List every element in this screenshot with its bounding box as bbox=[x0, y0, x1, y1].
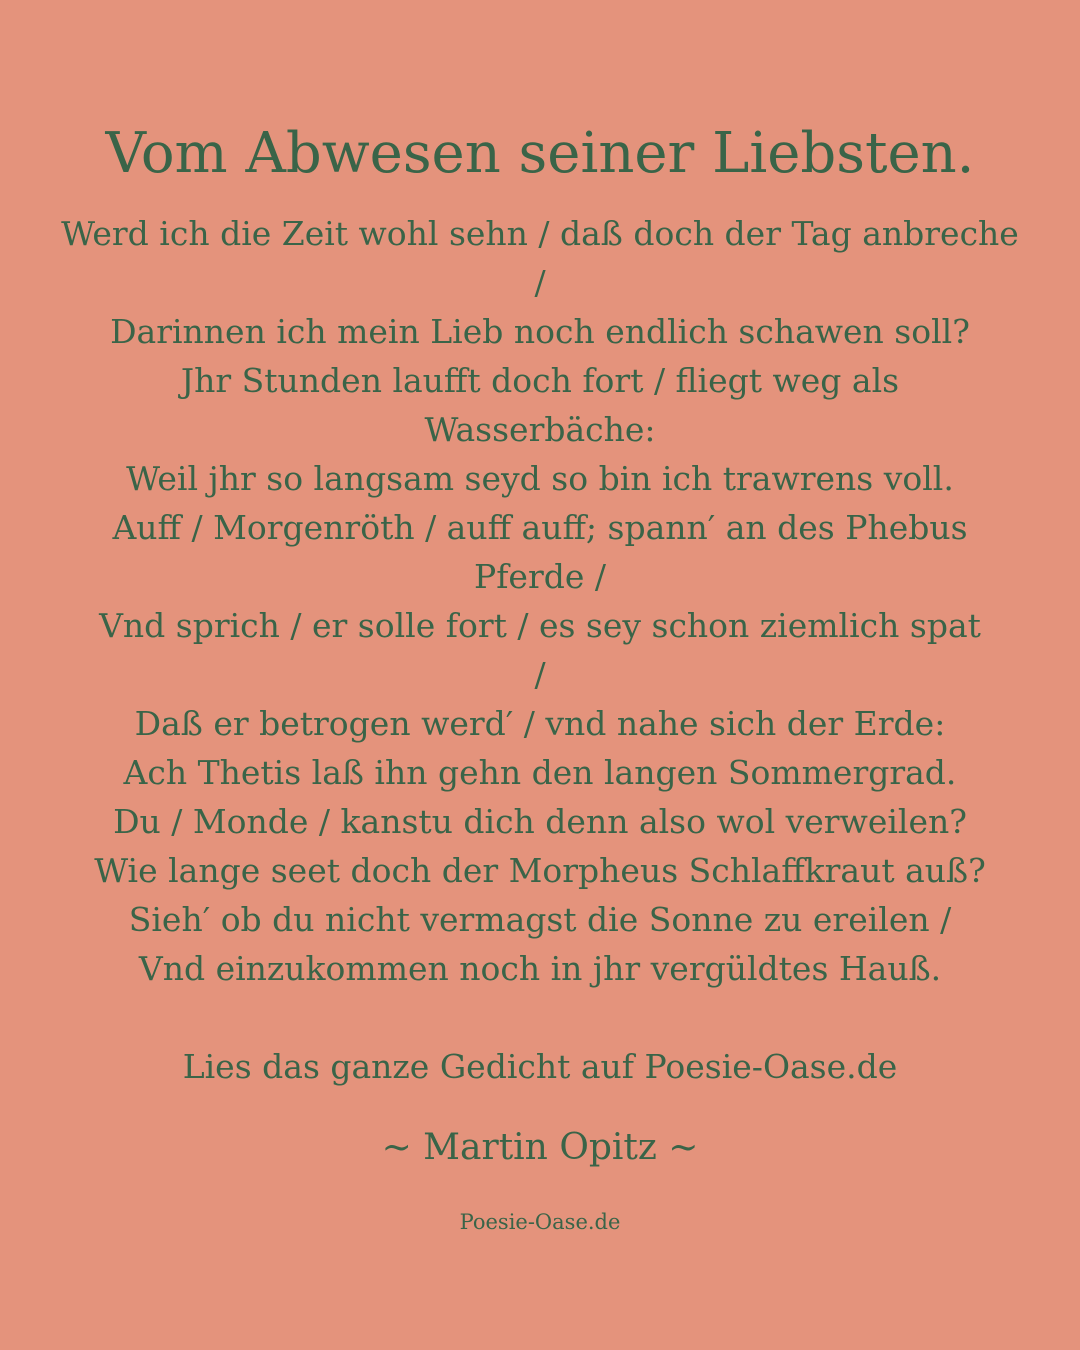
poem-title: Vom Abwesen seiner Liebsten. bbox=[105, 121, 975, 186]
author-credit: ~ Martin Opitz ~ bbox=[381, 1127, 699, 1168]
poem-line: Sieh′ ob du nicht vermagst die Sonne zu ereilen / bbox=[128, 900, 952, 939]
poem-body bbox=[50, 209, 1030, 993]
poem-line: Daß er betrogen werd′ / vnd nahe sich der Erde: bbox=[134, 704, 946, 743]
read-more-text: Lies das ganze Gedicht auf Poesie-Oase.de bbox=[182, 1047, 898, 1086]
poem-line: Weil jhr so langsam seyd so bin ich trawrens voll. bbox=[126, 459, 954, 498]
poem-line: Du / Monde / kanstu dich denn also wol verweilen? bbox=[113, 802, 967, 841]
poem-line: Jhr Stunden laufft doch fort / fliegt weg als bbox=[180, 361, 900, 400]
poem-line: Vnd einzukommen noch in jhr vergüldtes Hauß. bbox=[138, 949, 942, 988]
poem-line: Werd ich die Zeit wohl sehn / daß doch der Tag anbreche bbox=[61, 214, 1019, 253]
poem-line: / bbox=[534, 263, 546, 302]
poem-line: Wie lange seet doch der Morpheus Schlaffkraut auß? bbox=[94, 851, 986, 890]
poem-line: Pferde / bbox=[474, 557, 606, 596]
poem-line: Vnd sprich / er solle fort / es sey schon ziemlich spat bbox=[99, 606, 981, 645]
poem-line: Auff / Morgenröth / auff auff; spann′ an des Phebus bbox=[112, 508, 968, 547]
poem-line: / bbox=[534, 655, 546, 694]
poem-line: Ach Thetis laß ihn gehn den langen Sommergrad. bbox=[123, 753, 957, 792]
site-footer: Poesie-Oase.de bbox=[459, 1210, 621, 1234]
poem-line: Wasserbäche: bbox=[424, 410, 656, 449]
poem-line: Darinnen ich mein Lieb noch endlich schawen soll? bbox=[110, 312, 970, 351]
